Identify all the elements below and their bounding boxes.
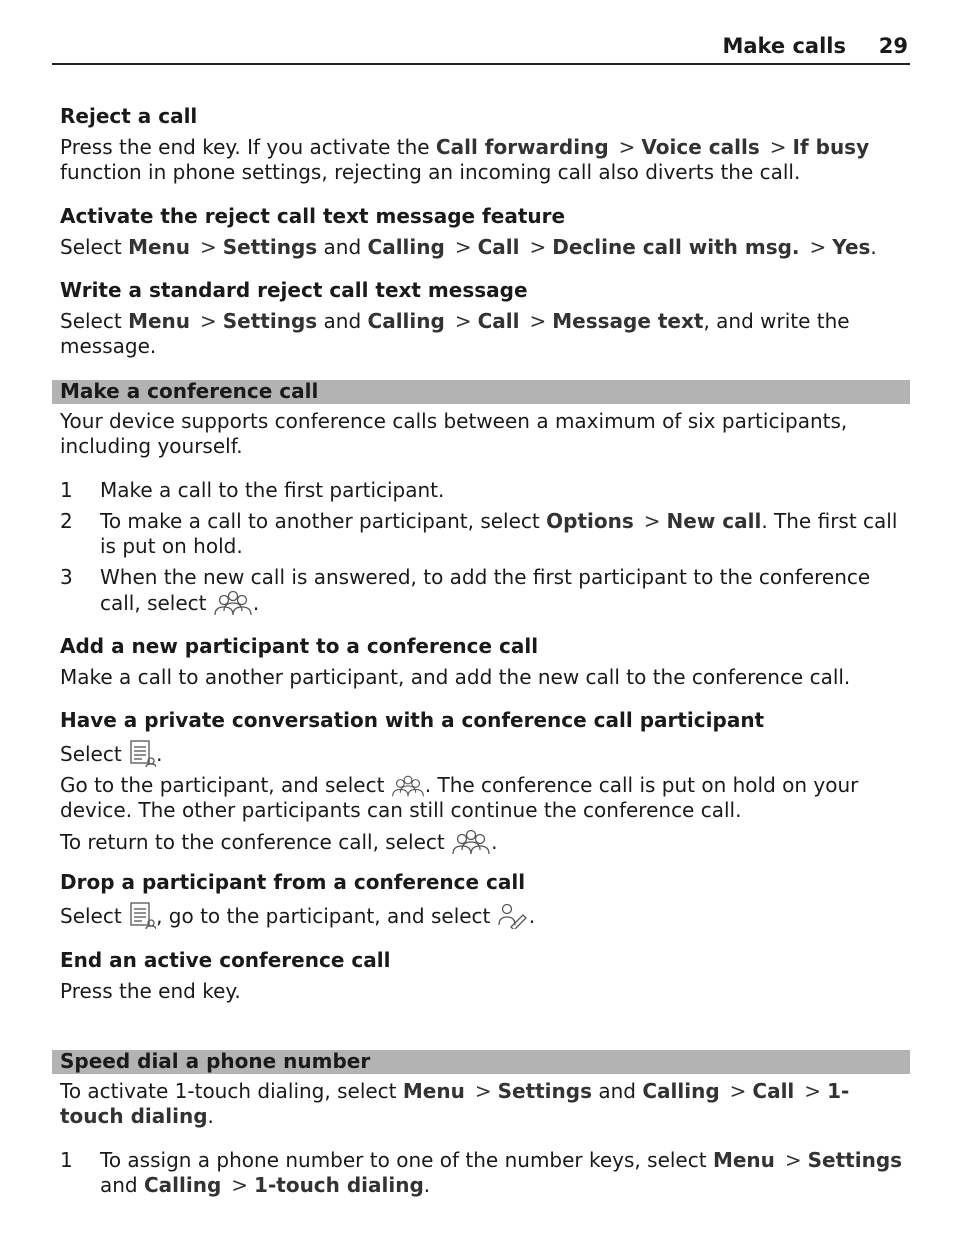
conference-icon [213, 590, 253, 616]
end-conference-heading: End an active conference call [60, 948, 391, 972]
speed-dial-section-title: Speed dial a phone number [52, 1050, 910, 1074]
write-reject-message-heading: Write a standard reject call text message [60, 278, 528, 302]
conference-steps [60, 478, 904, 616]
conference-icon [451, 829, 491, 855]
reject-call-heading: Reject a call [60, 104, 198, 128]
reject-call-text: Press the end key. If you activate the Call forwarding > Voice calls > If busy function in phone settings, rejecting an incoming call also diverts the call. [60, 135, 870, 184]
add-participant-section: Add a new participant to a conference call Make a call to another participant, and add the new call to the conference call. [60, 634, 904, 690]
running-title: Make calls [722, 34, 846, 58]
reject-call-section [60, 104, 904, 185]
if-busy-term: If busy [792, 135, 870, 159]
drop-participant-icon [497, 901, 529, 929]
activate-reject-section [60, 204, 904, 260]
speed-dial-intro: To activate 1-touch dialing, select Menu > Settings and Calling > Call > 1-touch dialing. [60, 1079, 850, 1128]
private-conversation-heading: Have a private conversation with a conference call participant [60, 708, 765, 732]
voice-calls-term: Voice calls [641, 135, 760, 159]
speed-dial-steps [60, 1148, 904, 1198]
call-forwarding-term: Call forwarding [435, 135, 609, 159]
private-conversation-section: Have a private conversation with a conference call participant Select . Go to the participant, and select . The conference call is put on hold on your device. The other participants can still continue the conference call. To return to the conference call, select . [60, 708, 904, 855]
end-conference-section: End an active conference call Press the end key. [60, 948, 904, 1004]
list-item: 2 To make a call to another participant, select Options > New call. The first call is put on hold. [60, 509, 898, 558]
participants-list-icon [128, 739, 156, 767]
conference-icon [391, 774, 425, 798]
participants-list-icon [128, 901, 156, 929]
list-item: 1 Make a call to the first participant. [60, 478, 445, 502]
conference-call-section-title: Make a conference call [52, 380, 910, 404]
list-item: 1 To assign a phone number to one of the number keys, select Menu > Settings and Calling > 1-touch dialing. [60, 1148, 903, 1197]
conference-intro: Your device supports conference calls between a maximum of six participants, including yourself. [60, 409, 848, 458]
add-participant-heading: Add a new participant to a conference call [60, 634, 539, 658]
drop-participant-heading: Drop a participant from a conference call [60, 870, 526, 894]
activate-reject-heading: Activate the reject call text message feature [60, 204, 566, 228]
write-reject-message-text: Select Menu > Settings and Calling > Call > Message text, and write the message. [60, 309, 850, 358]
drop-participant-section: Drop a participant from a conference call Select , go to the participant, and select . [60, 870, 904, 929]
page-number: 29 [878, 34, 908, 58]
write-reject-message-section [60, 278, 904, 359]
list-item: 3 When the new call is answered, to add the first participant to the conference call, select . [60, 565, 871, 615]
page-header [52, 30, 910, 65]
activate-reject-text: Select Menu > Settings and Calling > Call > Decline call with msg. > Yes. [60, 235, 877, 259]
